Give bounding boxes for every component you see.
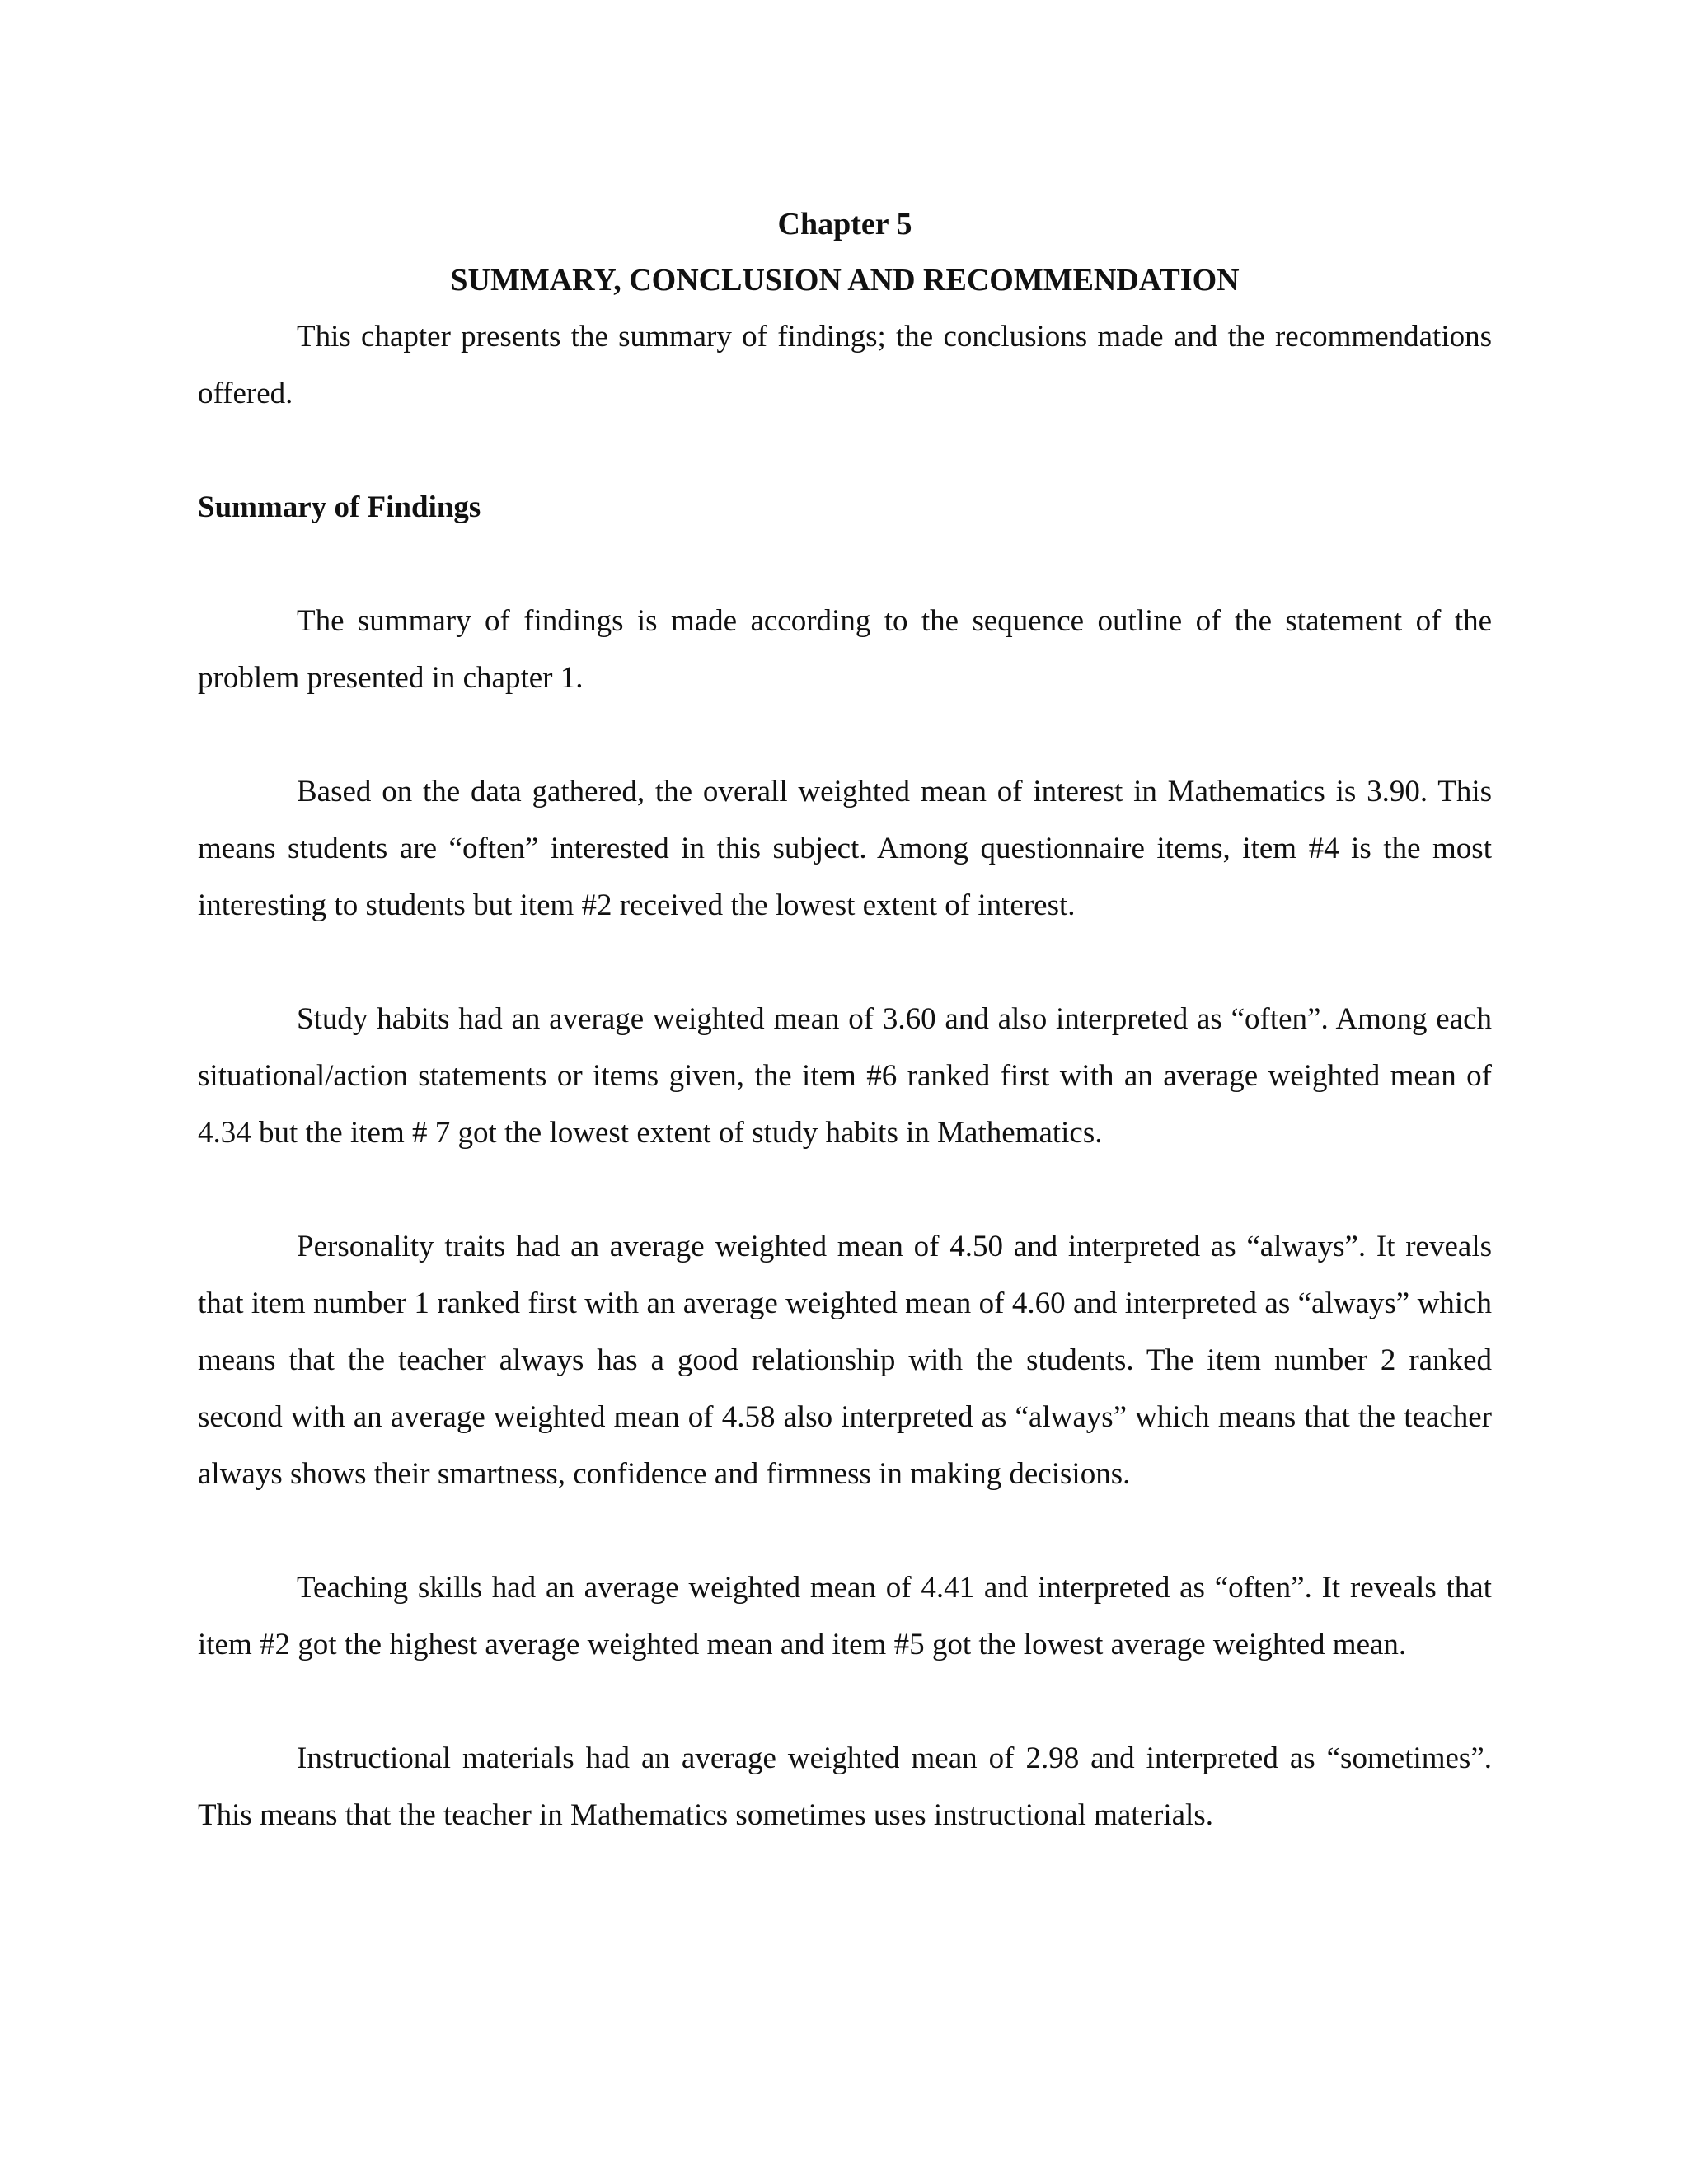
paragraph-instructional-materials: Instructional materials had an average weighted mean of 2.98 and interpreted as “sometimes”. This means that the teacher in Mathematics sometimes uses instructional materials. <box>198 1741 1492 1832</box>
spacer <box>198 1161 1492 1218</box>
page-content <box>198 196 1492 1844</box>
paragraph-teaching-skills: Teaching skills had an average weighted mean of 4.41 and interpreted as “often”. It reveals that item #2 got the highest average weighted mean and item #5 got the lowest average weighted mean. <box>198 1571 1492 1661</box>
spacer <box>198 536 1492 593</box>
spacer <box>198 422 1492 479</box>
spacer <box>198 934 1492 991</box>
spacer <box>198 1673 1492 1730</box>
spacer <box>198 706 1492 763</box>
intro-paragraph: This chapter presents the summary of findings; the conclusions made and the recommendations offered. <box>198 320 1492 410</box>
chapter-number: Chapter 5 <box>777 207 912 241</box>
paragraph-personality-traits: Personality traits had an average weighted mean of 4.50 and interpreted as “always”. It reveals that item number 1 ranked first with an average weighted mean of 4.60 and interpreted as “always” which means that the teacher always has a good relationship with the students. The item number 2 ranked second with an average weighted mean of 4.58 also interpreted as “always” which means that the teacher always shows their smartness, confidence and firmness in making decisions. <box>198 1230 1492 1491</box>
paragraph-summary-intro: The summary of findings is made according to the sequence outline of the statement of the problem presented in chapter 1. <box>198 604 1492 695</box>
paragraph-interest: Based on the data gathered, the overall weighted mean of interest in Mathematics is 3.90. This means students are “often” interested in this subject. Among questionnaire items, item #4 is the most interesting to students but item #2 received the lowest extent of interest. <box>198 775 1492 922</box>
spacer <box>198 1502 1492 1559</box>
paragraph-study-habits: Study habits had an average weighted mean of 3.60 and also interpreted as “often”. Among each situational/action statements or items given, the item #6 ranked first with an average weighted mean of 4.34 but the item # 7 got the lowest extent of study habits in Mathematics. <box>198 1002 1492 1150</box>
section-heading: Summary of Findings <box>198 490 481 524</box>
chapter-title: SUMMARY, CONCLUSION AND RECOMMENDATION <box>450 263 1240 298</box>
